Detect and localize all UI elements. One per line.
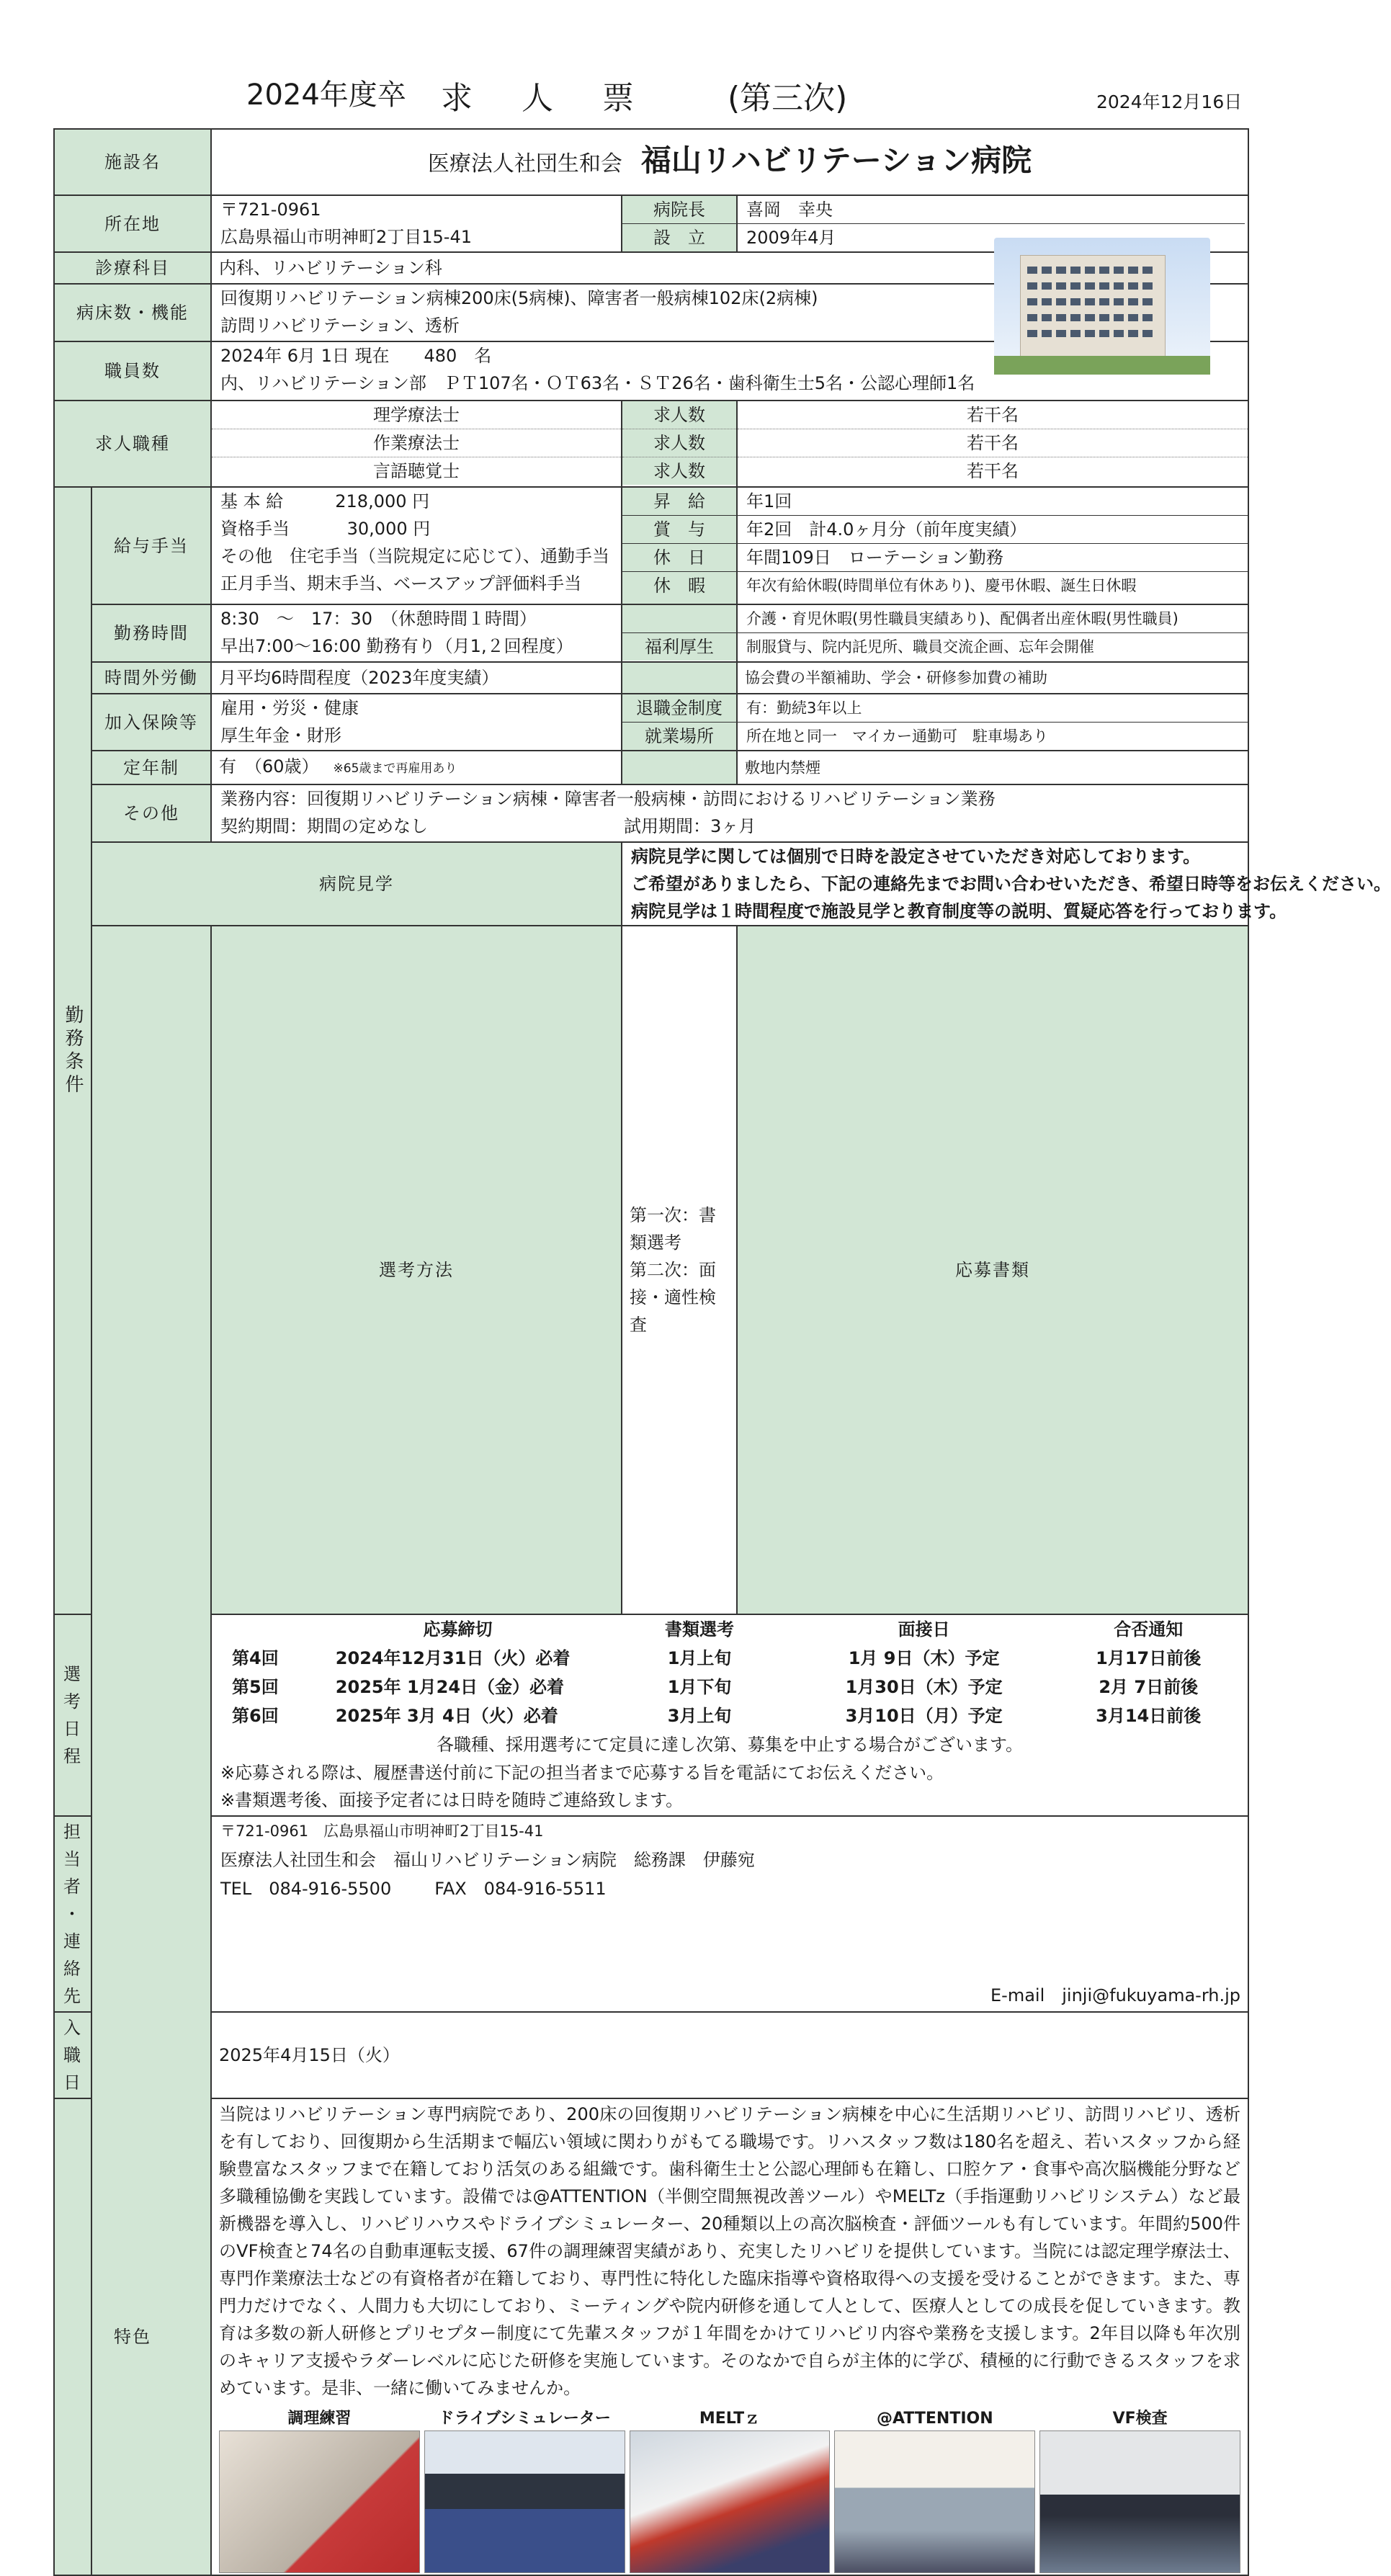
schedule-col-interview: 面接日 <box>898 1619 950 1640</box>
positions-jobs <box>211 401 622 487</box>
schedule-round: 第5回 <box>232 1677 279 1697</box>
address-cell <box>211 195 622 252</box>
count-label-1: 求人数 <box>622 401 736 429</box>
contact-phones <box>212 1874 737 1903</box>
bonus-label: 賞 与 <box>622 516 736 544</box>
workplace-label: 就業場所 <box>622 723 736 750</box>
departments-label: 診療科目 <box>54 252 211 284</box>
schedule-result: 2月 7日前後 <box>1099 1677 1199 1697</box>
schedule-label: 選考日程 <box>54 1614 91 1816</box>
schedule-note2: ※応募される際は、履歴書送付前に下記の担当者まで応募する旨を電話にてお伝えください。 <box>220 1763 944 1783</box>
retire-age-note: ※65歳まで再雇用あり <box>333 761 457 776</box>
insurance-line2: 厚生年金・財形 <box>220 725 341 746</box>
staff-line1: 2024年 6月 1日 現在 480 名 <box>220 346 492 366</box>
address-line: 広島県福山市明神町2丁目15-41 <box>220 227 473 247</box>
cooking-photo <box>219 2430 420 2573</box>
schedule-result: 3月14日前後 <box>1096 1706 1202 1726</box>
header-title: 求人票 <box>441 80 683 117</box>
insurance-cell <box>211 694 622 751</box>
retire-workplace-labels <box>622 694 737 751</box>
photo-vf-exam <box>1039 2407 1240 2573</box>
position-count-3: 若干名 <box>967 461 1019 481</box>
welfare-line2: 協会費の半額補助、学会・研修参加費の補助 <box>737 662 1248 694</box>
schedule-deadline: 2024年12月31日（火）必着 <box>335 1648 571 1668</box>
welfare-line1: 制服貸与、院内託児所、職員交流企画、忘年会開催 <box>746 638 1094 656</box>
contact-tel: TEL 084-916-5500 <box>220 1879 392 1899</box>
retire-pay-value: 有：勤続3年以上 <box>738 694 1248 723</box>
schedule-deadline: 2025年 3月 4日（火）必着 <box>335 1706 558 1726</box>
schedule-round: 第4回 <box>232 1648 279 1668</box>
other-line1: 業務内容：回復期リハビリテーション病棟・障害者一般病棟・訪問におけるリハビリテーション業務 <box>220 789 996 809</box>
workplace-line1: 所在地と同一 マイカー通勤可 駐車場あり <box>746 728 1048 745</box>
salary-line4: 正月手当、期末手当、ベースアップ評価料手当 <box>220 573 582 594</box>
hours-line2: 早出7:00～16:00 勤務有り（月1,２回程度） <box>220 636 573 656</box>
salary-line2: 資格手当 30,000 円 <box>220 519 431 539</box>
contact-label-1: 担当者 <box>63 1822 82 1897</box>
schedule-table <box>212 1615 1248 1730</box>
director-name: 喜岡 幸央 <box>738 196 1245 224</box>
welfare-label-cont <box>622 662 737 694</box>
staff-line2: 内、リハビリテーション部 ＰＴ107名・ＯＴ63名・ＳＴ26名・歯科衛生士5名・公認心理師1名 <box>220 373 975 393</box>
beds-line2: 訪問リハビリテーション、透析 <box>220 316 460 336</box>
other-line2 <box>212 813 1248 840</box>
photo-cooking <box>219 2407 420 2573</box>
retire-age-cell <box>211 751 622 784</box>
retire-workplace-values <box>737 694 1248 751</box>
count-label-2: 求人数 <box>622 429 736 457</box>
overtime-value: 月平均6時間程度（2023年度実績） <box>211 662 622 694</box>
meltz-photo <box>630 2430 831 2573</box>
workplace-label-cont <box>622 751 737 784</box>
other-label: その他 <box>91 784 211 842</box>
address-label: 所在地 <box>54 195 211 252</box>
tour-cell <box>622 842 1391 926</box>
count-label-3: 求人数 <box>622 457 736 485</box>
features-text: 当院はリハビリテーション専門病院であり、200床の回復期リハビリテーション病棟を中心に生活期リハビリ、訪問リハビリ、透析を有しており、回復期から生活期まで幅広い領域に関わりがもてる職場です。リハスタッフ数は180名を超え、若いスタッフから経験豊富なスタッフまで在籍しており活気のある組織です。歯科衛生士と公認心理師も在籍し、口腔ケア・食事や高次脳機能分野など多職種協働を実践しています。設備では@ATTENTION（半側空間無視改善ツール）やMELTz（手指運動リハビリシステム）など最新機器を導入し、リハビリハウスやドライブシミュレーター、20種類以上の高次脳検査・評価ツールも有しています。年間約500件のVF検査と74名の自動車運転支援、67件の調理練習実績があり、充実したリハビリを提供しています。当院には認定理学療法士、専門作業療法士などの有資格者が在籍しており、専門性に特化した臨床指導や資格取得への支援を受けることができます。また、専門力だけでなく、人間力も大切にしており、ミーティングや院内研修を通して人として、医療人としての成長を促していきます。教育は多数の新人研修とプリセプター制度にて先輩スタッフが１年間をかけてリハビリ内容や業務を支援します。2年目以降も年次別のキャリア支援やラダーレベルに応じた研修を実施しています。そのなかで自らが主体的に学び、積極的に行動できるスタッフを求めています。是非、一緒に働いてみませんか。 <box>219 2104 1241 2398</box>
contact-label-2: 連絡先 <box>63 1931 82 2006</box>
drive-simulator-photo <box>424 2430 625 2573</box>
conditions-group-label: 勤務条件 <box>54 487 91 1614</box>
position-job-1: 理学療法士 <box>212 401 621 429</box>
welfare-values <box>737 604 1248 662</box>
schedule-screen: 1月上旬 <box>667 1648 732 1668</box>
feature-photos <box>219 2407 1240 2573</box>
insurance-label: 加入保険等 <box>91 694 211 751</box>
contact-person: 医療法人社団生和会 福山リハビリテーション病院 総務課 伊藤宛 <box>220 1850 755 1870</box>
contact-cell <box>211 1816 755 2012</box>
raise-label: 昇 給 <box>622 488 736 516</box>
schedule-row <box>212 1701 1248 1730</box>
schedule-note3: ※書類選考後、面接予定者には日時を随時ご連絡致します。 <box>220 1790 684 1810</box>
schedule-result: 1月17日前後 <box>1096 1648 1202 1668</box>
hospital-building-photo <box>994 238 1210 375</box>
address-postal: 〒721-0961 <box>220 200 321 220</box>
features-cell <box>211 2098 1248 2575</box>
contact-label-dot: ・ <box>63 1904 82 1924</box>
photo-caption: @ATTENTION <box>877 2410 993 2428</box>
welfare-labels <box>622 604 737 662</box>
photo-drive-simulator <box>424 2407 625 2573</box>
facility-corp: 医療法人社団生和会 <box>427 151 622 176</box>
features-label: 特色 <box>54 2098 211 2575</box>
position-job-3: 言語聴覚士 <box>373 461 460 481</box>
start-label: 入職日 <box>54 2012 91 2098</box>
position-job-2: 作業療法士 <box>212 429 621 457</box>
retire-age-label: 定年制 <box>91 751 211 784</box>
positions-counts <box>737 401 1248 487</box>
pay-labels <box>622 487 737 604</box>
photo-attention <box>834 2407 1035 2573</box>
pay-values <box>737 487 1248 604</box>
attention-photo <box>834 2430 1035 2573</box>
photo-caption: 調理練習 <box>287 2410 352 2428</box>
tour-line2: ご希望がありましたら、下記の連絡先までお問い合わせいただき、希望日時等をお伝えください。 <box>631 874 1391 894</box>
schedule-interview: 3月10日（月）予定 <box>845 1706 1003 1726</box>
workplace-line2: 敷地内禁煙 <box>737 751 1248 784</box>
schedule-row <box>212 1673 1248 1701</box>
leave-label: 休 暇 <box>622 572 736 604</box>
holiday-value: 年間109日 ローテーション勤務 <box>738 544 1248 572</box>
holiday-label: 休 日 <box>622 544 736 572</box>
header-round: (第三次) <box>728 80 848 117</box>
other-contract: 契約期間：期間の定めなし <box>220 816 428 836</box>
position-count-1: 若干名 <box>738 401 1248 429</box>
schedule-interview: 1月 9日（木）予定 <box>848 1648 1000 1668</box>
schedule-note1: 各職種、採用選考にて定員に達し次第、募集を中止する場合がございます。 <box>436 1735 1024 1755</box>
schedule-cell <box>211 1614 1248 1816</box>
beds-label: 病床数・機能 <box>54 284 211 341</box>
salary-line3: その他 住宅手当（当院規定に応じて）、通勤手当 <box>220 546 609 566</box>
schedule-screen: 3月上旬 <box>667 1706 732 1726</box>
contact-label <box>54 1816 91 2012</box>
job-sheet-table <box>53 128 1391 2576</box>
bonus-value: 年2回 計4.0ヶ月分（前年度実績） <box>738 516 1248 544</box>
tour-line3: 病院見学は１時間程度で施設見学と教育制度等の説明、質疑応答を行っております。 <box>631 901 1287 921</box>
tour-label: 病院見学 <box>91 842 622 926</box>
schedule-interview: 1月30日（木）予定 <box>845 1677 1003 1697</box>
founded-label: 設 立 <box>622 224 736 251</box>
photo-meltz <box>630 2407 831 2573</box>
contact-fax: FAX 084-916-5511 <box>434 1879 607 1899</box>
raise-value: 年1回 <box>738 488 1248 516</box>
header-date: 2024年12月16日 <box>1096 91 1243 112</box>
director-label: 病院長 <box>622 196 736 224</box>
schedule-screen: 1月下旬 <box>667 1677 732 1697</box>
salary-cell <box>211 487 622 604</box>
schedule-col-deadline: 応募締切 <box>423 1619 493 1640</box>
salary-line1: 基 本 給 218,000 円 <box>220 491 430 511</box>
other-trial: 試用期間：3ヶ月 <box>624 816 756 836</box>
vf-exam-photo <box>1039 2430 1240 2573</box>
founded-value: 2009年4月 <box>746 228 836 248</box>
schedule-col-screen: 書類選考 <box>665 1619 735 1640</box>
photo-caption: VF検査 <box>1112 2410 1168 2428</box>
schedule-header-row <box>212 1615 1248 1644</box>
hours-label: 勤務時間 <box>91 604 211 662</box>
overtime-label: 時間外労働 <box>91 662 211 694</box>
other-cell <box>211 784 1248 842</box>
retire-pay-label: 退職金制度 <box>622 694 736 723</box>
method-label: 選考方法 <box>211 926 622 1614</box>
hours-line1: 8:30 ～ 17：30 （休憩時間１時間） <box>220 609 537 629</box>
contact-email: E-mail jinji@fukuyama-rh.jp <box>737 1816 1248 2012</box>
contact-address: 〒721-0961 広島県福山市明神町2丁目15-41 <box>220 1823 544 1840</box>
schedule-row <box>212 1644 1248 1673</box>
docs-label: 応募書類 <box>737 926 1248 1614</box>
facility-name: 福山リハビリテーション病院 <box>640 142 1032 178</box>
facility-label: 施設名 <box>54 129 211 195</box>
method-value: 第一次：書類選考 第二次：面接・適性検査 <box>622 926 737 1614</box>
header-year: 2024年度卒 <box>246 79 406 112</box>
leave-label-cont <box>622 605 736 633</box>
beds-line1: 回復期リハビリテーション病棟200床(5病棟)、障害者一般病棟102床(2病棟) <box>220 288 818 308</box>
schedule-round: 第6回 <box>232 1706 279 1726</box>
hours-cell <box>211 604 622 662</box>
schedule-deadline: 2025年 1月24日（金）必着 <box>335 1677 565 1697</box>
start-value: 2025年4月15日（火） <box>211 2012 1248 2098</box>
schedule-col-result: 合否通知 <box>1114 1619 1184 1640</box>
tour-line1: 病院見学に関しては個別で日時を設定させていただき対応しております。 <box>631 846 1201 867</box>
departments-value: 内科、リハビリテーション科 <box>211 252 1248 284</box>
salary-label: 給与手当 <box>91 487 211 604</box>
positions-label: 求人職種 <box>54 401 211 487</box>
photo-caption: ドライブシミュレーター <box>438 2410 611 2428</box>
leave-line2: 介護・育児休暇(男性職員実績あり)、配偶者出産休暇(男性職員) <box>738 605 1248 633</box>
retire-age-value: 有 （60歳） <box>219 756 319 777</box>
welfare-label: 福利厚生 <box>622 633 736 661</box>
facility-name-cell <box>211 129 1248 195</box>
director-founded-labels <box>622 195 737 252</box>
position-count-2: 若干名 <box>738 429 1248 457</box>
staff-label: 職員数 <box>54 341 211 401</box>
photo-caption: MELTｚ <box>699 2410 761 2428</box>
leave-line1: 年次有給休暇(時間単位有休あり)、慶弔休暇、誕生日休暇 <box>746 577 1137 594</box>
insurance-line1: 雇用・労災・健康 <box>220 698 359 718</box>
positions-count-labels <box>622 401 737 487</box>
